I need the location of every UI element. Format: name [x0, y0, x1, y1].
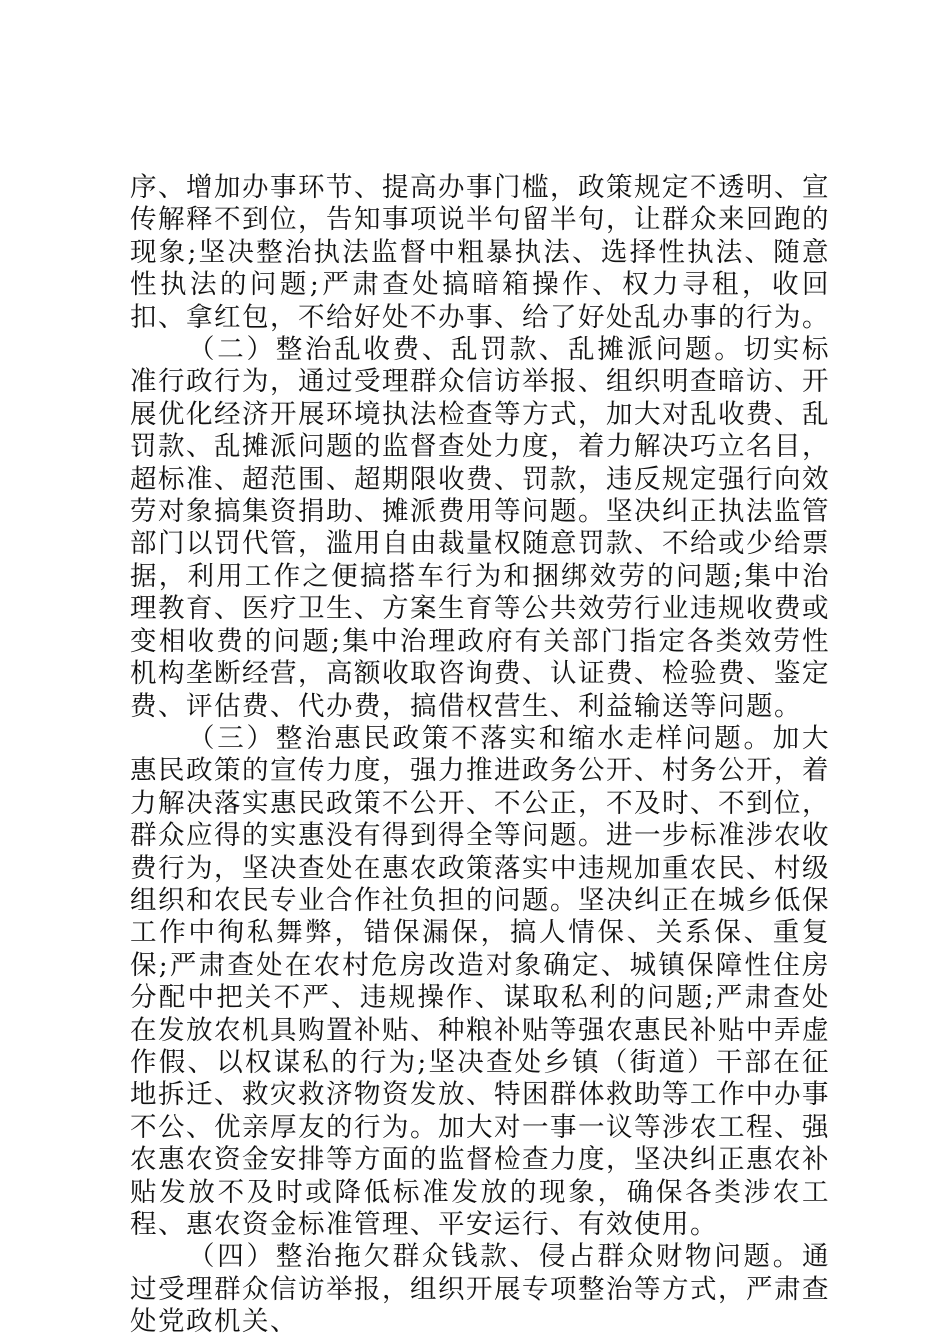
paragraph-continuation: 序、增加办事环节、提高办事门槛，政策规定不透明、宣传解释不到位，告知事项说半句留半句，让群众来回跑的现象;坚决整治执法监督中粗暴执法、选择性执法、随意性执法的问题;严肃查处搞暗箱操作、权力寻租，收回扣、拿红包，不给好处不办事、给了好处乱办事的行为。 — [130, 172, 830, 333]
paragraph-section-2: （二）整治乱收费、乱罚款、乱摊派问题。切实标准行政行为，通过受理群众信访举报、组织明查暗访、开展优化经济开展环境执法检查等方式，加大对乱收费、乱罚款、乱摊派问题的监督查处力度，着力解决巧立名目，超标准、超范围、超期限收费、罚款，违反规定强行向效劳对象搞集资捐助、摊派费用等问题。坚决纠正执法监管部门以罚代管，滥用自由裁量权随意罚款、不给或少给票据，利用工作之便搞搭车行为和捆绑效劳的问题;集中治理教育、医疗卫生、方案生育等公共效劳行业违规收费或变相收费的问题;集中治理政府有关部门指定各类效劳性机构垄断经营，高额收取咨询费、认证费、检验费、鉴定费、评估费、代办费，搞借权营生、利益输送等问题。 — [130, 334, 830, 722]
document-body — [130, 172, 830, 1339]
paragraph-section-3: （三）整治惠民政策不落实和缩水走样问题。加大惠民政策的宣传力度，强力推进政务公开、村务公开，着力解决落实惠民政策不公开、不公正，不及时、不到位，群众应得的实惠没有得到得全等问题。进一步标准涉农收费行为，坚决查处在惠农政策落实中违规加重农民、村级组织和农民专业合作社负担的问题。坚决纠正在城乡低保工作中徇私舞弊，错保漏保，搞人情保、关系保、重复保;严肃查处在农村危房改造对象确定、城镇保障性住房分配中把关不严、违规操作、谋取私利的问题;严肃查处在发放农机具购置补贴、种粮补贴等强农惠民补贴中弄虚作假、以权谋私的行为;坚决查处乡镇（街道）干部在征地拆迁、救灾救济物资发放、特困群体救助等工作中办事不公、优亲厚友的行为。加大对一事一议等涉农工程、强农惠农资金安排等方面的监督检查力度，坚决纠正惠农补贴发放不及时或降低标准发放的现象，确保各类涉农工程、惠农资金标准管理、平安运行、有效使用。 — [130, 722, 830, 1240]
paragraph-section-4: （四）整治拖欠群众钱款、侵占群众财物问题。通过受理群众信访举报，组织开展专项整治等方式，严肃查处党政机关、 — [130, 1241, 830, 1338]
